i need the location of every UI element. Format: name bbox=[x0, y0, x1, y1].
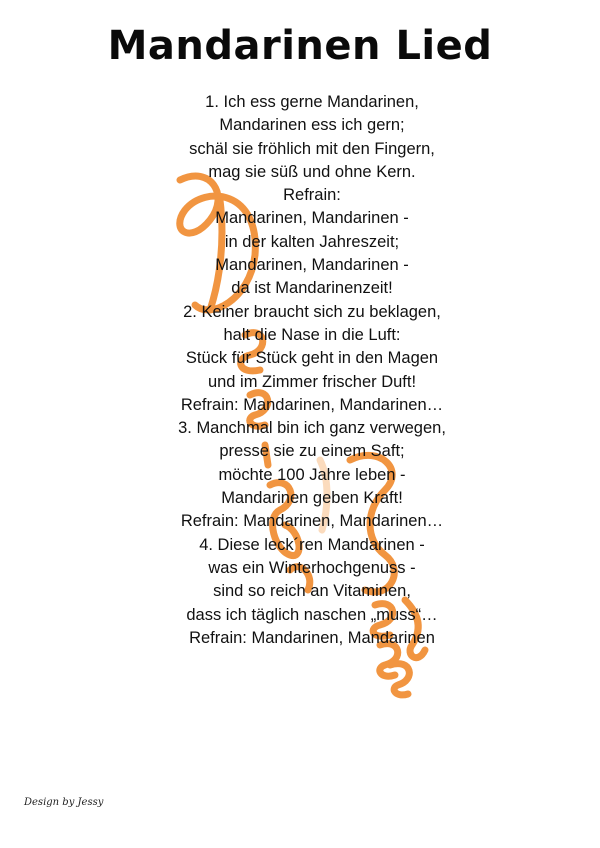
lyrics-line: schäl sie fröhlich mit den Fingern, bbox=[189, 139, 435, 158]
lyrics-line: Refrain: bbox=[283, 186, 341, 205]
lyrics-line: Refrain: Mandarinen, Mandarinen… bbox=[180, 395, 444, 414]
lyrics-line: Mandarinen geben Kraft! bbox=[221, 489, 403, 508]
lyrics-line: was ein Winterhochgenuss - bbox=[208, 558, 416, 577]
lyrics-line: sind so reich an Vitaminen, bbox=[213, 582, 411, 601]
lyrics-line: Refrain: Mandarinen, Mandarinen… bbox=[180, 512, 444, 531]
lyrics-line: möchte 100 Jahre leben - bbox=[218, 465, 406, 484]
lyrics-line: Mandarinen, Mandarinen - bbox=[215, 256, 409, 275]
lyrics-line: und im Zimmer frischer Duft! bbox=[207, 372, 417, 391]
lyrics-line: in der kalten Jahreszeit; bbox=[224, 232, 400, 251]
lyrics-line: dass ich täglich naschen „muss“… bbox=[186, 605, 438, 624]
lyrics-line: 3. Manchmal bin ich ganz verwegen, bbox=[178, 419, 446, 438]
lyrics-line: presse sie zu einem Saft; bbox=[219, 442, 405, 461]
lyrics-line: 4. Diese leck´ren Mandarinen - bbox=[199, 535, 425, 554]
lyrics-line: Mandarinen, Mandarinen - bbox=[215, 209, 409, 228]
lyrics-text bbox=[0, 91, 600, 650]
page-title: Mandarinen Lied bbox=[107, 23, 493, 69]
lyrics-line: Mandarinen ess ich gern; bbox=[219, 116, 405, 135]
lyrics-line: 1. Ich ess gerne Mandarinen, bbox=[205, 93, 419, 111]
lyrics-line: halt die Nase in die Luft: bbox=[223, 325, 401, 344]
designer-signature: Design by Jessy bbox=[24, 797, 104, 808]
lyrics-line: 2. Keiner braucht sich zu beklagen, bbox=[183, 302, 441, 321]
lyrics-line: mag sie süß und ohne Kern. bbox=[208, 162, 416, 181]
lyrics-line: Refrain: Mandarinen, Mandarinen bbox=[189, 628, 435, 647]
lyrics-line: da ist Mandarinenzeit! bbox=[231, 279, 393, 298]
lyrics-line: Stück für Stück geht in den Magen bbox=[185, 349, 439, 368]
